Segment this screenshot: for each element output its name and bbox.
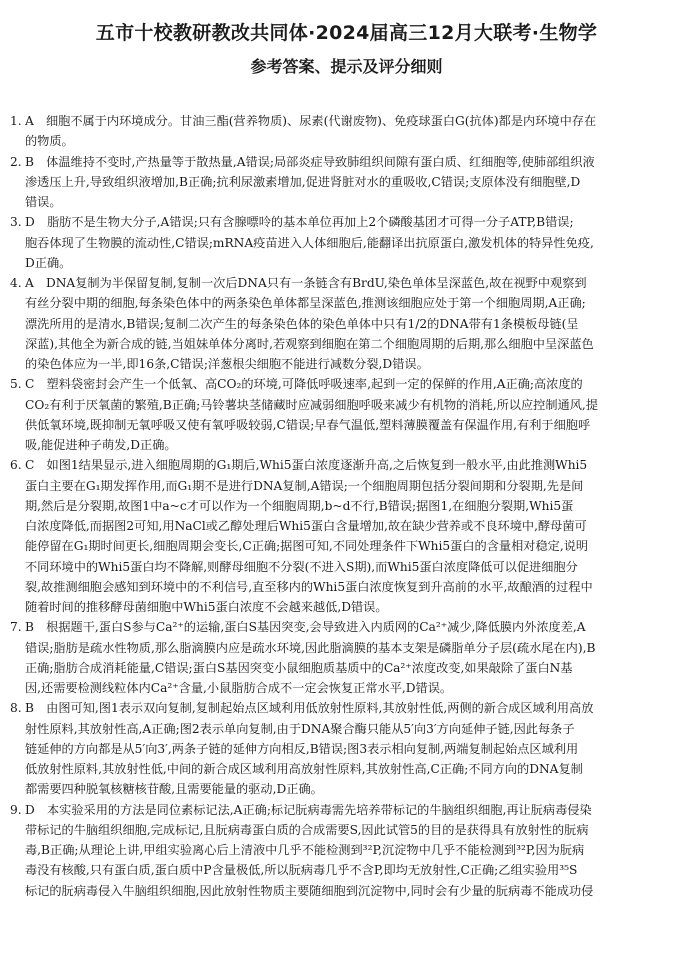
answer-item: [10, 374, 682, 455]
answer-list: [10, 111, 682, 901]
answer-number: 6.: [10, 458, 22, 473]
answer-number: 9.: [10, 802, 22, 817]
answer-number: 8.: [10, 701, 22, 716]
explanation-line: 的物质。: [25, 134, 74, 149]
answer-item: [10, 111, 682, 152]
explanation-line: 错误;脂肪是疏水性物质,那么脂滴膜内应是疏水环境,因此脂滴膜的基本支架是磷脂单分子层(疏水尾在内),B: [25, 640, 596, 655]
explanation-line: D 脂肪不是生物大分子,A错误;只有含腺嘌呤的基本单位再加上2个磷酸基团才可得一分子ATP,B错误;: [25, 215, 574, 230]
answer-explanation: [25, 374, 682, 455]
answer-explanation: [25, 800, 682, 901]
explanation-line: 带标记的牛脑组织细胞,完成标记,且朊病毒蛋白质的合成需要S,因此试管5的目的是获得具有放射性的朊病: [25, 822, 589, 837]
answer-item: [10, 800, 682, 901]
answer-explanation: [25, 455, 682, 617]
explanation-line: 正确;脂肪合成消耗能量,C错误;蛋白S基因突变小鼠细胞质基质中的Ca²⁺浓度改变,如果敲除了蛋白N基: [25, 660, 573, 675]
answer-explanation: [25, 111, 682, 152]
explanation-line: D正确。: [25, 255, 72, 270]
explanation-line: 低放射性原料,其放射性低,中间的新合成区域利用高放射性原料,其放射性高,C正确;不同方向的DNA复制: [25, 762, 583, 776]
explanation-line: B 由图可知,图1表示双向复制,复制起始点区域利用低放射性原料,其放射性低,两侧的新合成区域利用高放: [25, 701, 594, 716]
explanation-line: B 根据题干,蛋白S参与Ca²⁺的运输,蛋白S基因突变,会导致进入内质网的Ca²⁺减少,降低膜内外浓度差,A: [25, 620, 586, 635]
explanation-line: 深蓝),其他全为新合成的链,当姐妹单体分离时,若观察到细胞在第二个细胞周期的后期,那么细胞中呈深蓝色: [25, 336, 594, 351]
explanation-line: 毒,B正确;从理论上讲,甲组实验离心后上清液中几乎不能检测到³²P,沉淀物中几乎不能检测到³²P,因为朊病: [25, 843, 585, 857]
explanation-line: 吸,能促进种子萌发,D正确。: [25, 438, 177, 452]
document-title: 五市十校教研教改共同体·2024届高三12月大联考·生物学: [95, 22, 598, 44]
answer-explanation: [25, 273, 682, 374]
explanation-line: 供低氧环境,既抑制无氧呼吸又使有氧呼吸较弱,C错误;早春气温低,塑料薄膜覆盖有保温作用,有利于细胞呼: [25, 417, 591, 432]
explanation-line: D 本实验采用的方法是同位素标记法,A正确;标记朊病毒需先培养带标记的牛脑组织细胞,再让朊病毒侵染: [25, 802, 592, 817]
answer-number: 4.: [10, 276, 22, 290]
answer-number: 3.: [10, 215, 22, 230]
explanation-line: A 细胞不属于内环境成分。甘油三酯(营养物质)、尿素(代谢废物)、免疫球蛋白G(抗体)都是内环境中存在: [25, 114, 597, 128]
explanation-line: 裂,故推测细胞会感知到环境中的不利信号,直至移内的Whi5蛋白浓度恢复到升高前的水平,故酿酒的过程中: [25, 579, 593, 594]
explanation-line: 渗透压上升,导致组织液增加,B正确;抗利尿激素增加,促进肾脏对水的重吸收,C错误;支原体没有细胞壁,D: [25, 174, 581, 189]
answer-item: [10, 152, 682, 213]
explanation-line: 有丝分裂中期的细胞,每条染色体中的两条染色单体都呈深蓝色,推测该细胞应处于第一个细胞周期,A正确;: [25, 296, 586, 311]
explanation-line: 胞吞体现了生物膜的流动性,C错误;mRNA疫苗进入人体细胞后,能翻译出抗原蛋白,激发机体的特异性免疫,: [25, 235, 594, 250]
explanation-line: 链延伸的方向都是从5′向3′,两条子链的延伸方向相反,B错误;图3表示相向复制,两端复制起始点区域利用: [25, 741, 579, 756]
explanation-line: 错误。: [25, 195, 62, 209]
answer-explanation: [25, 698, 682, 799]
explanation-line: 射性原料,其放射性高,A正确;图2表示单向复制,由于DNA聚合酶只能从5′向3′方向延伸子链,因此每条子: [25, 721, 575, 736]
answer-number: 1.: [10, 114, 22, 128]
explanation-line: 标记的朊病毒侵入牛脑组织细胞,因此放射性物质主要随细胞到沉淀物中,同时会有少量的朊病毒不能成功侵: [25, 883, 594, 898]
answer-item: [10, 273, 682, 374]
explanation-line: B 体温维持不变时,产热量等于散热量,A错误;局部炎症导致肺组织间隙有蛋白质、红细胞等,使肺部组织液: [25, 154, 595, 169]
explanation-line: 蛋白主要在G₁期发挥作用,而G₁期不是进行DNA复制,A错误;一个细胞周期包括分裂间期和分裂期,先是间: [25, 478, 584, 493]
answer-item: [10, 698, 682, 799]
answer-explanation: [25, 617, 682, 698]
answer-number: 2.: [10, 154, 22, 169]
explanation-line: 能停留在G₁期时间更长,细胞周期会变长,C正确;据图可知,不同处理条件下Whi5蛋白的含量相对稳定,说明: [25, 539, 589, 554]
explanation-line: 白浓度降低,而据图2可知,用NaCl或乙醇处理后Whi5蛋白含量增加,故在缺少营养或不良环境中,酵母菌可: [25, 519, 587, 533]
explanation-line: CO₂有利于厌氧菌的繁殖,B正确;马铃薯块茎储藏时应减弱细胞呼吸来减少有机物的消耗,所以应控制通风,提: [25, 397, 598, 412]
document-subtitle: 参考答案、提示及评分细则: [250, 57, 443, 76]
explanation-line: 漂洗所用的是清水,B错误;复制二次产生的每条染色体的染色单体中只有1/2的DNA带有1条模板母链(呈: [25, 316, 579, 331]
answer-explanation: [25, 152, 682, 213]
explanation-line: C 如图1结果显示,进入细胞周期的G₁期后,Whi5蛋白浓度逐渐升高,之后恢复到一般水平,由此推测Whi5: [25, 458, 588, 473]
answer-item: [10, 617, 682, 698]
answer-item: [10, 212, 682, 273]
explanation-line: C 塑料袋密封会产生一个低氧、高CO₂的环境,可降低呼吸速率,起到一定的保鲜的作用,A正确;高浓度的: [25, 377, 583, 392]
explanation-line: 不同环境中的Whi5蛋白均不降解,则酵母细胞不分裂(不进入S期),而Whi5蛋白浓度降低可以促进细胞分: [25, 559, 578, 574]
explanation-line: 的染色体应为一半,即16条,C错误;洋葱根尖细胞不能进行减数分裂,D错误。: [25, 357, 429, 371]
answer-item: [10, 455, 682, 617]
explanation-line: 都需要四种脱氧核糖核苷酸,且需要能量的驱动,D正确。: [25, 782, 323, 797]
answer-explanation: [25, 212, 682, 273]
explanation-line: 随着时间的推移酵母菌细胞中Whi5蛋白浓度不会越来越低,D错误。: [25, 600, 388, 614]
answer-number: 5.: [10, 377, 22, 392]
explanation-line: 毒没有核酸,只有蛋白质,蛋白质中P含量极低,所以朊病毒几乎不含P,即均无放射性,C正确;乙组实验用³⁵S: [25, 863, 578, 878]
explanation-line: 因,还需要检测线粒体内Ca²⁺含量,小鼠脂肪合成不一定会恢复正常水平,D错误。: [25, 681, 453, 695]
explanation-line: 期,然后是分裂期,故图1中a~c才可以作为一个细胞周期,b~d不行,B错误;据图1,在细胞分裂期,Whi5蛋: [25, 498, 574, 513]
answer-number: 7.: [10, 620, 22, 635]
explanation-line: A DNA复制为半保留复制,复制一次后DNA只有一条链含有BrdU,染色单体呈深蓝色,故在视野中观察到: [25, 276, 587, 290]
